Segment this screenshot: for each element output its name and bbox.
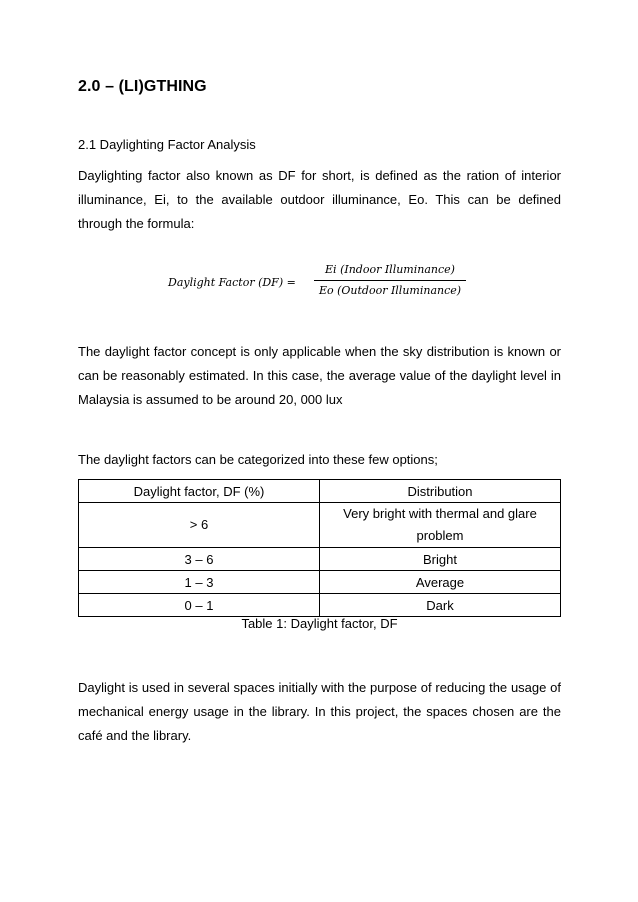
table-cell: > 6 (79, 503, 320, 548)
table-header-cell: Daylight factor, DF (%) (79, 480, 320, 503)
fraction-bar (314, 280, 466, 281)
table-cell: Average (320, 571, 561, 594)
table-cell: 3 – 6 (79, 548, 320, 571)
table-header-row (79, 480, 561, 503)
paragraph-categories: The daylight factors can be categorized into these few options; (78, 452, 438, 467)
table-row (79, 594, 561, 617)
table-header-cell: Distribution (320, 480, 561, 503)
formula-fraction (314, 262, 466, 299)
paragraph-definition: Daylighting factor also known as DF for short, is defined as the ration of interior illuminance, Ei, to the available outdoor illuminance, Eo. This can be defined through the formula: (78, 168, 561, 231)
table-cell: 0 – 1 (79, 594, 320, 617)
paragraph-applicability: The daylight factor concept is only applicable when the sky distribution is known or can be reasonably estimated. In this case, the average value of the daylight level in Malaysia is assumed to be around 20, 000 lux (78, 344, 561, 407)
table-cell: Dark (320, 594, 561, 617)
formula-numerator: Ei (Indoor Illuminance) (325, 263, 455, 276)
section-heading: 2.0 – (LI)GTHING (78, 78, 207, 95)
daylight-factor-formula (168, 262, 468, 306)
table-cell: Very bright with thermal and glare problem (320, 503, 561, 548)
subsection-heading: 2.1 Daylighting Factor Analysis (78, 137, 256, 152)
table-cell: Bright (320, 548, 561, 571)
paragraph-usage: Daylight is used in several spaces initially with the purpose of reducing the usage of mechanical energy usage in the library. In this project, the spaces chosen are the café and the library. (78, 680, 561, 743)
table-row (79, 571, 561, 594)
daylight-factor-table (78, 479, 561, 617)
table-caption: Table 1: Daylight factor, DF (241, 616, 398, 631)
formula-denominator: Eo (Outdoor Illuminance) (318, 284, 462, 297)
table-cell: 1 – 3 (79, 571, 320, 594)
formula-lhs: Daylight Factor (DF) = (168, 276, 296, 289)
table-row (79, 548, 561, 571)
table-row (79, 503, 561, 548)
